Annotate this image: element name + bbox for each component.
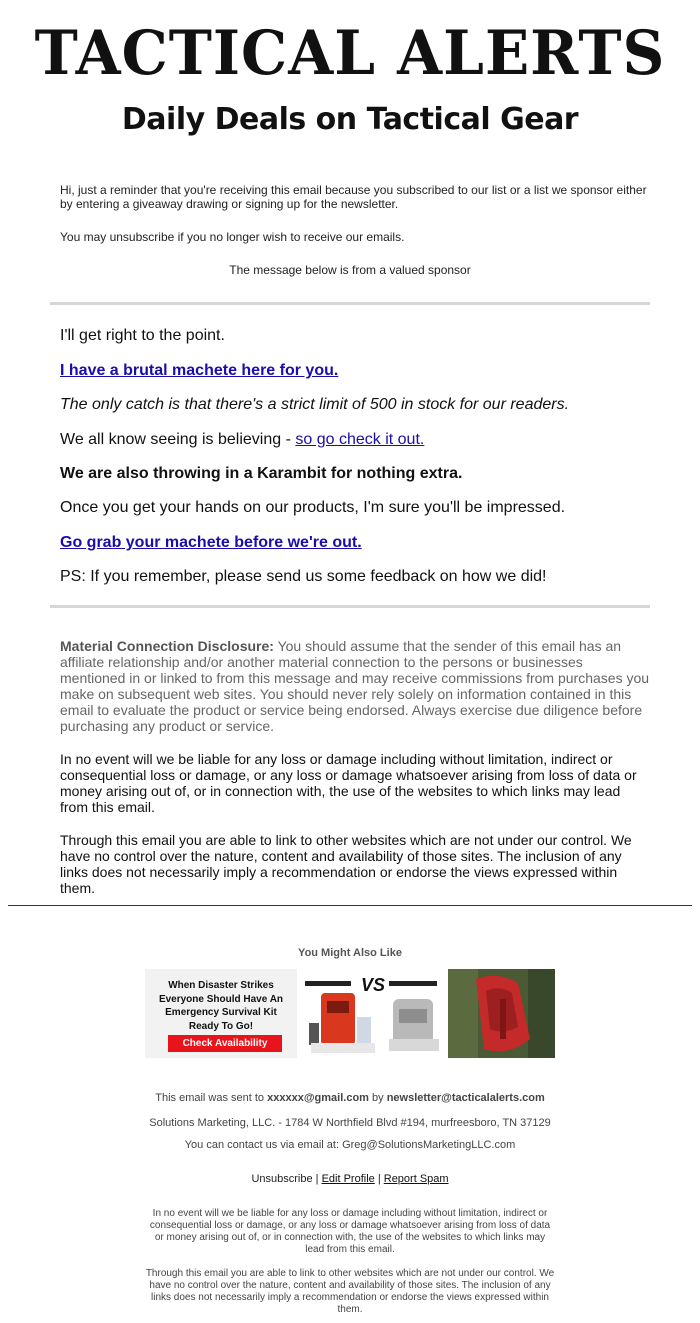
edit-profile-link[interactable]: Edit Profile — [321, 1173, 375, 1185]
footer-links-disclaimer: Through this email you are able to link to other websites which are not under our control. We have no control over the nature, content and availability of those sites. The inclusion of any links does not necessarily imply a recommendation or endorse the views expressed within them. — [145, 1268, 555, 1315]
unsubscribe-note: You may unsubscribe if you no longer wish to receive our emails. — [60, 230, 405, 244]
survival-line-3: Emergency Survival Kit — [165, 1007, 277, 1018]
sent-to-prefix: This email was sent to — [155, 1092, 268, 1104]
brand-subtitle: Daily Deals on Tactical Gear — [121, 102, 579, 137]
footer-liability: In no event will we be liable for any loss or damage including without limitation, indirect or consequential loss or damage, or any loss or damage whatsoever arising from loss of data or money arising out of, or in connection with, the use of the websites to which links may lead from this email. — [149, 1208, 551, 1255]
survival-kit-headline — [145, 979, 297, 1033]
material-disclosure — [60, 638, 650, 734]
vs-badge: VS — [361, 975, 386, 995]
footer-sep-2: | — [374, 1173, 384, 1185]
company-address: Solutions Marketing, LLC. - 1784 W Northfield Blvd #194, murfreesboro, TN 37129 — [149, 1117, 551, 1129]
unsubscribe-link[interactable]: Unsubscribe — [251, 1173, 313, 1185]
sponsor-note: The message below is from a valued sponsor — [229, 263, 471, 277]
disclosure-label: Material Connection Disclosure: — [60, 638, 274, 654]
message-link-2 — [60, 533, 650, 553]
brand-header — [0, 12, 700, 142]
check-it-out-link[interactable]: so go check it out. — [295, 431, 425, 448]
section-rule — [8, 905, 692, 906]
survival-kit-ad[interactable] — [145, 969, 297, 1058]
sent-to-line — [0, 1092, 700, 1105]
recommend-heading: You Might Also Like — [298, 947, 402, 959]
machete-link[interactable]: I have a brutal machete here for you. — [60, 362, 339, 379]
recipient-email: xxxxxx@gmail.com — [267, 1092, 369, 1104]
disclosure-text: You should assume that the sender of this email has an affiliate relationship and/or another material connection to the persons or businesses mentioned in or linked to from this message and may receive commissions from purchases you make on subsequent web sites. You should never rely solely on information contained in this email to evaluate the product or service being endorsed. Always exercise due diligence before purchasing any product or service. — [60, 638, 650, 734]
message-karambit: We are also throwing in a Karambit for nothing extra. — [60, 465, 463, 482]
divider-bottom — [50, 605, 650, 608]
sent-by-text: by — [368, 1092, 387, 1104]
message-link-1 — [60, 361, 650, 381]
subscription-reminder: Hi, just a reminder that you're receiving this email because you subscribed to our list or a list we sponsor either by entering a giveaway drawing or signing up for the newsletter. — [60, 183, 647, 211]
divider-top — [50, 302, 650, 305]
message-impressed: Once you get your hands on our products, I'm sure you'll be impressed. — [60, 499, 566, 516]
survival-line-1: When Disaster Strikes — [168, 980, 274, 991]
links-disclaimer: Through this email you are able to link to other websites which are not under our control. We have no control over the nature, content and availability of those sites. The inclusion of any links does not necessarily imply a recommendation or endorse the views expressed within them. — [60, 832, 632, 896]
sender-email: newsletter@tacticalalerts.com — [386, 1092, 545, 1104]
backpack-image — [448, 969, 555, 1058]
red-backpack-ad[interactable] — [448, 969, 555, 1058]
grab-machete-link[interactable]: Go grab your machete before we're out. — [60, 534, 362, 551]
message-ps: PS: If you remember, please send us some feedback on how we did! — [60, 568, 547, 585]
footer-links — [0, 1173, 700, 1186]
message-intro: I'll get right to the point. — [60, 327, 225, 344]
message-seeing-believing — [60, 430, 650, 450]
survival-line-4: Ready To Go! — [188, 1020, 254, 1032]
seeing-believing-text: We all know seeing is believing - — [60, 431, 296, 448]
survival-comparison-ad[interactable] — [301, 969, 443, 1058]
brand-title: TACTICAL ALERTS — [34, 17, 666, 89]
survival-line-2: Everyone Should Have An — [158, 993, 284, 1005]
message-stock-limit: The only catch is that there's a strict limit of 500 in stock for our readers. — [60, 396, 570, 413]
contact-line: You can contact us via email at: Greg@SolutionsMarketingLLC.com — [184, 1139, 516, 1151]
footer-sep-1: | — [312, 1173, 322, 1185]
check-availability-button[interactable]: Check Availability — [168, 1035, 282, 1052]
report-spam-link[interactable]: Report Spam — [383, 1173, 449, 1185]
liability-disclaimer: In no event will we be liable for any loss or damage including without limitation, indirect or consequential loss or damage, or any loss or damage whatsoever arising from loss of data or money arising out of, or in connection with, the use of the websites to which links may lead from this email. — [60, 751, 637, 815]
